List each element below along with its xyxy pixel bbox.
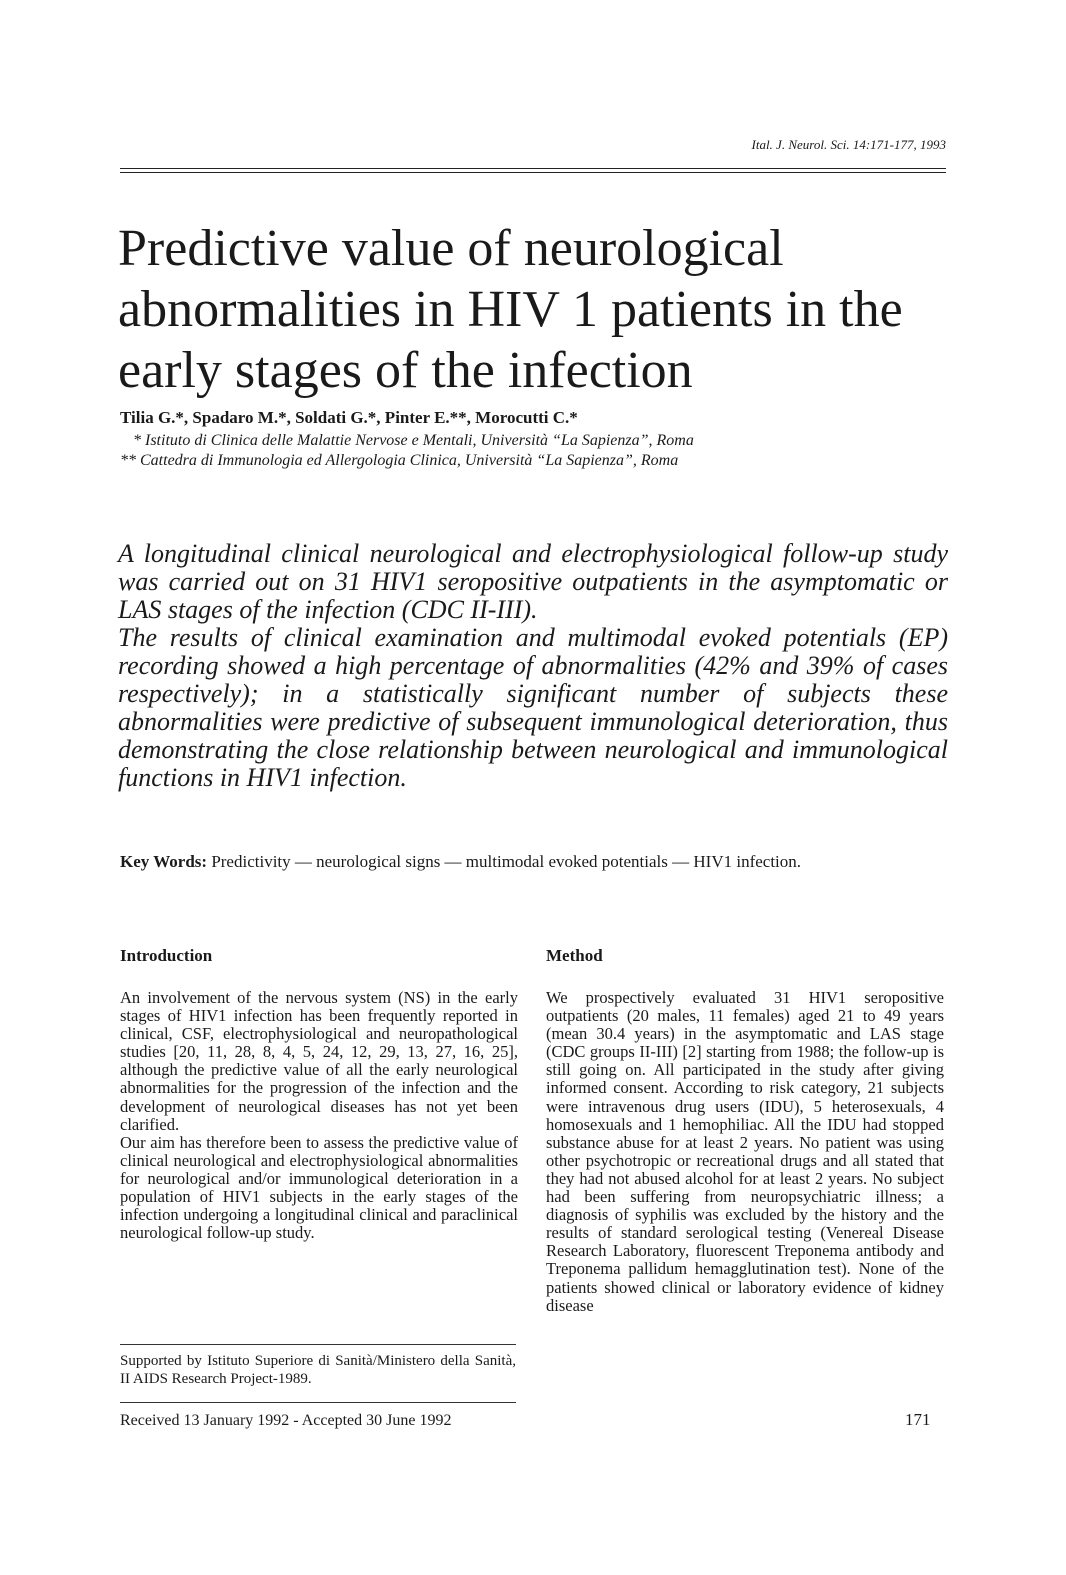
keywords-text: Predictivity — neurological signs — multimodal evoked potentials — HIV1 infection.: [211, 852, 802, 871]
keywords-label: Key Words:: [120, 852, 208, 871]
footnote-rule: [120, 1344, 516, 1345]
running-head: Ital. J. Neurol. Sci. 14:171-177, 1993: [751, 137, 946, 152]
affiliation: * Istituto di Clinica delle Malattie Nervose e Mentali, Università “La Sapienza”, Roma: [133, 432, 694, 449]
section-heading: Method: [546, 946, 603, 965]
method-section: [546, 946, 944, 1315]
header-rule: [120, 172, 946, 173]
body-paragraph: An involvement of the nervous system (NS) in the early stages of HIV1 infection has been frequently reported in clinical, CSF, electrophysiological and neuropathological studies [20, 11, 28, 8, 4, 5, 24, 12, 29, 13, 27, 16, 25], although the predictive value of all the early neurological abnormalities for the progression of the infection and the development of neurological diseases has not yet been clarified.: [120, 988, 518, 1134]
affiliation: ** Cattedra di Immunologia ed Allergologia Clinica, Università “La Sapienza”, Roma: [120, 452, 679, 469]
author-list: Tilia G.*, Spadaro M.*, Soldati G.*, Pinter E.**, Morocutti C.*: [120, 408, 578, 427]
funding-footnote: Supported by Istituto Superiore di Sanità/Ministero della Sanità, II AIDS Research Project-1989.: [120, 1353, 516, 1387]
introduction-section: [120, 946, 518, 1242]
abstract-paragraph: The results of clinical examination and multimodal evoked potentials (EP) recording showed a high percentage of abnormalities (42% and 39% of cases respectively); in a statistically significant number of subjects these abnormalities were predictive of subsequent immunological deterioration, thus demonstrating the close relationship between neurological and immunological functions in HIV1 infection.: [118, 623, 948, 792]
article-title: Predictive value of neurological abnormalities in HIV 1 patients in the early stages of the infection: [118, 220, 903, 399]
abstract: [118, 540, 948, 792]
footnote-rule: [120, 1402, 516, 1403]
section-heading: Introduction: [120, 946, 213, 965]
body-paragraph: We prospectively evaluated 31 HIV1 seropositive outpatients (20 males, 11 females) aged 21 to 49 years (mean 30.4 years) in the asymptomatic and LAS stage (CDC groups II-III) [2] starting from 1988; the follow-up is still going on. All participated in the study after giving informed consent. According to risk category, 21 subjects were intravenous drug users (IDU), 5 heterosexuals, 4 homosexuals and 1 hemophiliac. All the IDU had stopped substance abuse for at least 2 years. No patient was using other psychotropic or recreational drugs and all stated that they had not abused alcohol for at least 2 years. No subject had been suffering from neuropsychiatric illness; a diagnosis of syphilis was excluded by the history and the results of standard serological testing (Venereal Disease Research Laboratory, fluorescent Treponema antibody and Treponema pallidum hemagglutination test). None of the patients showed clinical or laboratory evidence of kidney disease: [546, 988, 944, 1315]
body-paragraph: Our aim has therefore been to assess the predictive value of clinical neurological and electrophysiological abnormalities for neurological and/or immunological deterioration in a population of HIV1 subjects in the early stages of the infection undergoing a longitudinal clinical and paraclinical neurological follow-up study.: [120, 1132, 518, 1243]
received-dates: Received 13 January 1992 - Accepted 30 June 1992: [120, 1412, 452, 1429]
keywords: [120, 852, 950, 872]
header-rule: [120, 168, 946, 169]
abstract-paragraph: A longitudinal clinical neurological and electrophysiological follow-up study was carried out on 31 HIV1 seropositive outpatients in the asymptomatic or LAS stages of the infection (CDC II-III).: [118, 539, 948, 624]
page-number: 171: [905, 1410, 931, 1429]
